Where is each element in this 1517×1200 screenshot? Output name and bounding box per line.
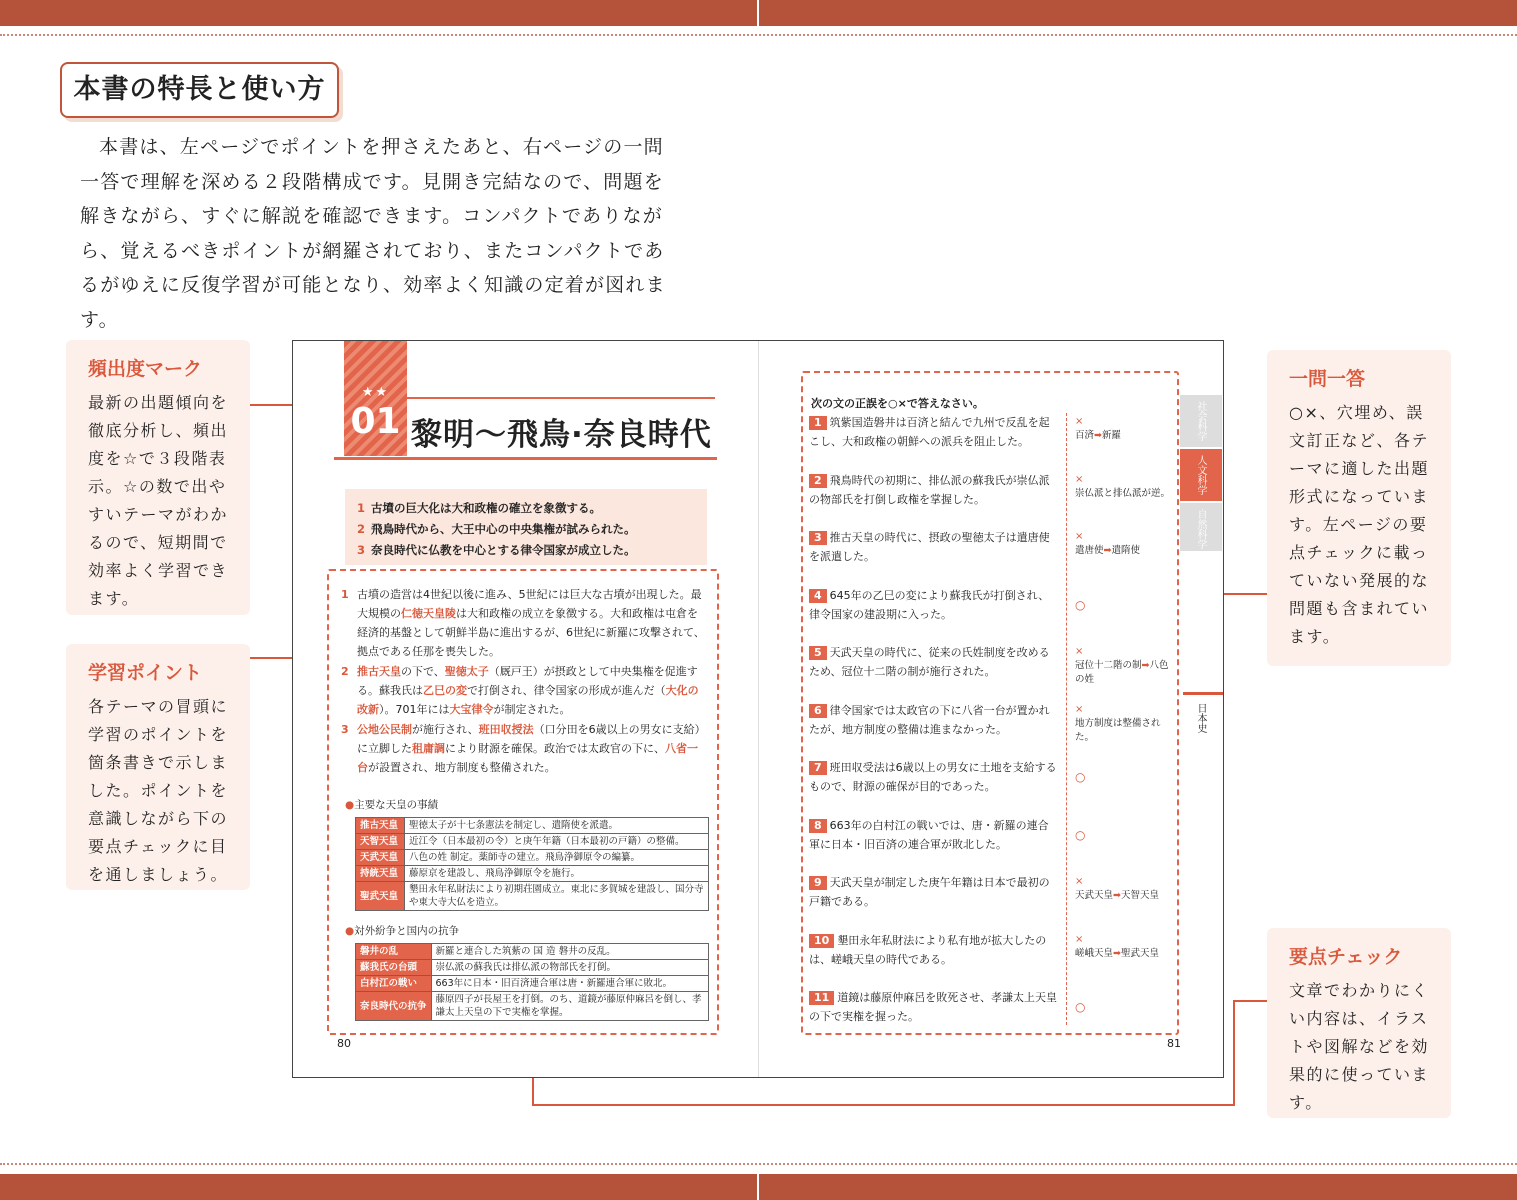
emperor-table — [355, 817, 709, 911]
answer-mark: × — [1075, 703, 1084, 715]
callout-body: 文章でわかりにくい内容は、イラストや図解などを効果的に使っています。 — [1289, 981, 1430, 1112]
answer-wrong: 天武天皇 — [1075, 890, 1114, 901]
table-row: 天智天皇 近江令（日本最初の令）と庚午年籍（日本最初の戸籍）の整備。 — [356, 834, 709, 850]
answer-wrong: 地方制度は整備された。 — [1075, 717, 1161, 743]
tab-social[interactable]: 社会科学 — [1180, 395, 1222, 447]
callout-title: 一問一答 — [1289, 368, 1366, 390]
arrow-icon: ➡ — [1094, 430, 1102, 441]
book-spread — [292, 340, 1224, 1078]
top-bar — [0, 0, 1517, 26]
answer-wrong: 百済 — [1075, 430, 1095, 441]
answer-item — [1075, 645, 1170, 687]
theme-ribbon — [344, 341, 407, 456]
explain-item: 3 公地公民制が施行され、班田収授法（口分田を6歳以上の男女に支給）に立脚した租庸調により財源を確保。政治では太政官の下に、八省一台が設置され、地方制度も整備された。 — [341, 723, 701, 774]
study-point: 1 古墳の巨大化は大和政権の確立を象徴する。 — [357, 501, 602, 515]
question-text: 天武天皇の時代に、従来の氏姓制度を改めるため、冠位十二階の制が施行された。 — [809, 646, 1050, 678]
study-point: 2 飛鳥時代から、大王中心の中央集権が試みられた。 — [357, 522, 636, 536]
question-item — [809, 873, 1059, 911]
question-text: 飛鳥時代の初期に、排仏派の蘇我氏が崇仏派の物部氏を打倒し政権を掌握した。 — [809, 473, 1050, 506]
answer-item — [1075, 415, 1170, 443]
arrow-icon: ➡ — [1113, 890, 1121, 901]
study-points — [345, 489, 707, 565]
answer-item — [1075, 473, 1170, 501]
table-row: 白村江の戦い 663年に日本・旧百済連合軍は唐・新羅連合軍に敗北。 — [356, 976, 709, 992]
left-page-number: 80 — [337, 1037, 351, 1050]
table-row: 聖武天皇 墾田永年私財法により初期荘園成立。東北に多賀城を建設し、国分寺や東大寺大仏を造立。 — [356, 882, 709, 911]
conflict-table — [355, 943, 709, 1021]
question-number: 4 — [809, 589, 827, 603]
callout-check — [1267, 928, 1451, 1118]
callout-qa — [1267, 350, 1451, 666]
question-text: 推古天皇の時代に、摂政の聖徳太子は遣唐使を派遣した。 — [809, 531, 1050, 563]
arrow-icon: ➡ — [1103, 545, 1112, 556]
connector-check-end — [1233, 1000, 1267, 1002]
answer-mark: × — [1075, 416, 1084, 427]
question-item — [809, 643, 1059, 681]
answer-item — [1075, 818, 1170, 842]
question-number: 9 — [809, 876, 827, 890]
question-text: 645年の乙巳の変により蘇我氏が打倒され、律令国家の建設期に入った。 — [809, 588, 1050, 621]
study-point: 3 奈良時代に仏教を中心とする律令国家が成立した。 — [357, 543, 636, 557]
answer-mark: ○ — [1075, 827, 1086, 842]
bottom-dotted-line — [0, 1163, 1517, 1165]
explain-item: 2 推古天皇の下で、聖徳太子（厩戸王）が摂政として中央集権を促進する。蘇我氏は乙巳の変で打倒され、律令国家の形成が進んだ（大化の改新）。701年には大宝律令が制定された。 — [341, 665, 699, 716]
question-text: 律令国家では太政官の下に八省一台が置かれたが、地方制度の整備は進まなかった。 — [809, 703, 1050, 736]
right-page-number: 81 — [1167, 1037, 1181, 1050]
question-text: 筑紫国造磐井は百済と結んで九州で反乱を起こし、大和政権の朝鮮への派兵を阻止した。 — [809, 416, 1050, 448]
answer-correction — [1075, 717, 1170, 745]
question-item — [809, 701, 1059, 739]
arrow-icon: ➡ — [1141, 660, 1150, 671]
connector-check-horizontal — [532, 1104, 1235, 1106]
page-header: 本書の特長と使い方 — [60, 62, 339, 118]
question-item — [809, 586, 1059, 624]
answer-item — [1075, 933, 1170, 961]
book-spine — [758, 341, 759, 1077]
question-item — [809, 413, 1059, 451]
table-row: 天武天皇 八色の姓 制定。薬師寺の建立。飛鳥浄御原令の編纂。 — [356, 850, 709, 866]
frequency-stars: ★★ — [361, 385, 390, 400]
question-text: 663年の白村江の戦いでは、唐・新羅の連合軍に日本・旧百済の連合軍が敗北した。 — [809, 818, 1049, 851]
theme-title: 黎明～飛鳥·奈良時代 — [411, 417, 712, 453]
title-bottom-line — [334, 457, 717, 460]
question-item — [809, 931, 1059, 969]
intro-text: 本書は、左ページでポイントを押さえたあと、右ページの一問一答で理解を深める２段階構成です。見開き完結なので、問題を解きながら、すぐに解説を確認できます。コンパクトでありながら、覚えるべきポイントが網羅されており、またコンパクトであるがゆえに反復学習が可能となり、効率よく知識の定着が図れます。 — [80, 136, 666, 331]
table-row: 磐井の乱 新羅と連合した筑紫の 国 造 磐井の反乱。 — [356, 944, 709, 960]
arrow-icon: ➡ — [1113, 947, 1121, 959]
question-item — [809, 816, 1059, 854]
qa-instruction: 次の文の正誤を○×で答えなさい。 — [811, 397, 984, 410]
connector-check-up — [1233, 1000, 1235, 1106]
answer-wrong: 遣唐使 — [1075, 545, 1104, 556]
callout-title: 要点チェック — [1289, 946, 1403, 968]
answer-wrong: 嵯峨天皇 — [1075, 947, 1114, 959]
answer-mark: × — [1075, 531, 1084, 542]
question-item — [809, 758, 1059, 796]
tab-humanities[interactable]: 人文科学 — [1180, 449, 1222, 501]
question-number: 6 — [809, 704, 827, 718]
answer-mark: × — [1075, 876, 1084, 887]
subject-line — [1183, 692, 1223, 695]
answer-mark: ○ — [1075, 597, 1086, 612]
answer-mark: ○ — [1075, 770, 1086, 784]
top-dotted-line — [0, 34, 1517, 36]
question-item — [809, 471, 1059, 509]
answer-right: 遣隋使 — [1111, 545, 1140, 556]
answer-mark: × — [1075, 473, 1084, 485]
callout-study — [66, 644, 250, 890]
answer-divider — [1066, 413, 1067, 1025]
answer-mark: × — [1075, 646, 1084, 657]
theme-number: 01 — [350, 401, 401, 442]
answer-correction — [1075, 659, 1170, 687]
title-top-line — [407, 397, 715, 399]
question-number: 8 — [809, 819, 827, 833]
question-number: 1 — [809, 416, 827, 430]
answer-item — [1075, 588, 1170, 612]
question-text: 墾田永年私財法により私有地が拡大したのは、嵯峨天皇の時代である。 — [809, 933, 1047, 966]
answer-item — [1075, 760, 1170, 784]
callout-body: 最新の出題傾向を徹底分析し、頻出度を☆で３段階表示。☆の数で出やすいテーマがわかるので、短期間で効率よく学習できます。 — [88, 393, 229, 608]
question-item — [809, 528, 1059, 566]
answer-correction — [1075, 544, 1170, 558]
answer-wrong: 冠位十二階の制 — [1075, 660, 1142, 671]
question-text: 班田収受法は6歳以上の男女に土地を支給するもので、財源の確保が目的であった。 — [809, 761, 1057, 793]
callout-frequency — [66, 340, 250, 615]
question-text: 道鏡は藤原仲麻呂を敗死させ、孝謙太上天皇の下で実権を握った。 — [809, 991, 1057, 1023]
answer-right: 聖武天皇 — [1120, 947, 1159, 959]
answer-item — [1075, 990, 1170, 1014]
callout-title: 学習ポイント — [88, 662, 203, 684]
table-row: 蘇我氏の台頭 崇仏派の蘇我氏は排仏派の物部氏を打倒。 — [356, 960, 709, 976]
answer-wrong: 崇仏派と排仏派が逆。 — [1075, 487, 1171, 499]
question-number: 5 — [809, 646, 827, 660]
answer-correction — [1075, 429, 1170, 443]
answer-mark: × — [1075, 933, 1084, 945]
tab-natural[interactable]: 自然科学 — [1180, 503, 1222, 551]
question-number: 3 — [809, 531, 827, 545]
table2-caption: ●対外紛争と国内の抗争 — [345, 925, 460, 937]
answer-item — [1075, 875, 1170, 903]
question-item — [809, 988, 1059, 1026]
answer-right: 新羅 — [1101, 430, 1121, 441]
table1-caption: ●主要な天皇の事績 — [345, 799, 439, 811]
answer-correction — [1075, 947, 1170, 961]
answer-right: 八色の姓 — [1075, 660, 1169, 685]
answer-item — [1075, 530, 1170, 558]
answer-correction — [1075, 487, 1170, 501]
table-row: 持統天皇 藤原京を建設し、飛鳥浄御原令を施行。 — [356, 866, 709, 882]
callout-title: 頻出度マーク — [88, 358, 203, 380]
answer-mark: ○ — [1075, 1000, 1086, 1014]
callout-body: 各テーマの冒頭に学習のポイントを箇条書きで示しました。ポイントを意識しながら下の要点チェックに目を通しましょう。 — [88, 697, 229, 884]
question-number: 2 — [809, 474, 827, 488]
bottom-bar — [0, 1174, 1517, 1200]
table-row: 推古天皇 聖徳太子が十七条憲法を制定し、遣隋使を派遣。 — [356, 818, 709, 834]
answer-correction — [1075, 889, 1170, 903]
question-number: 11 — [809, 991, 834, 1005]
table-row: 奈良時代の抗争 藤原四子が長屋王を打倒。のち、道鏡が藤原仲麻呂を倒し、孝謙太上天皇の下で実権を掌握。 — [356, 992, 709, 1021]
question-text: 天武天皇が制定した庚午年籍は日本で最初の戸籍である。 — [809, 876, 1050, 908]
callout-body: ○×、穴埋め、誤文訂正など、各テーマに適した出題形式になっています。左ページの要点チェックに載っていない発展的な問題も含まれています。 — [1289, 403, 1430, 646]
answer-right: 天智天皇 — [1120, 890, 1159, 901]
subject-label: 日本史 — [1195, 703, 1206, 733]
question-number: 10 — [809, 934, 834, 948]
answer-item — [1075, 703, 1170, 745]
explain-item: 1 古墳の造営は4世紀以後に進み、5世紀には巨大な古墳が出現した。最大規模の仁徳天皇陵は大和政権の成立を象徴する。大和政権は屯倉を経済的基盤として朝鮮半島に進出するが、6世紀に新羅に攻撃されて、拠点である任那を喪失した。 — [341, 588, 705, 658]
question-number: 7 — [809, 761, 827, 775]
